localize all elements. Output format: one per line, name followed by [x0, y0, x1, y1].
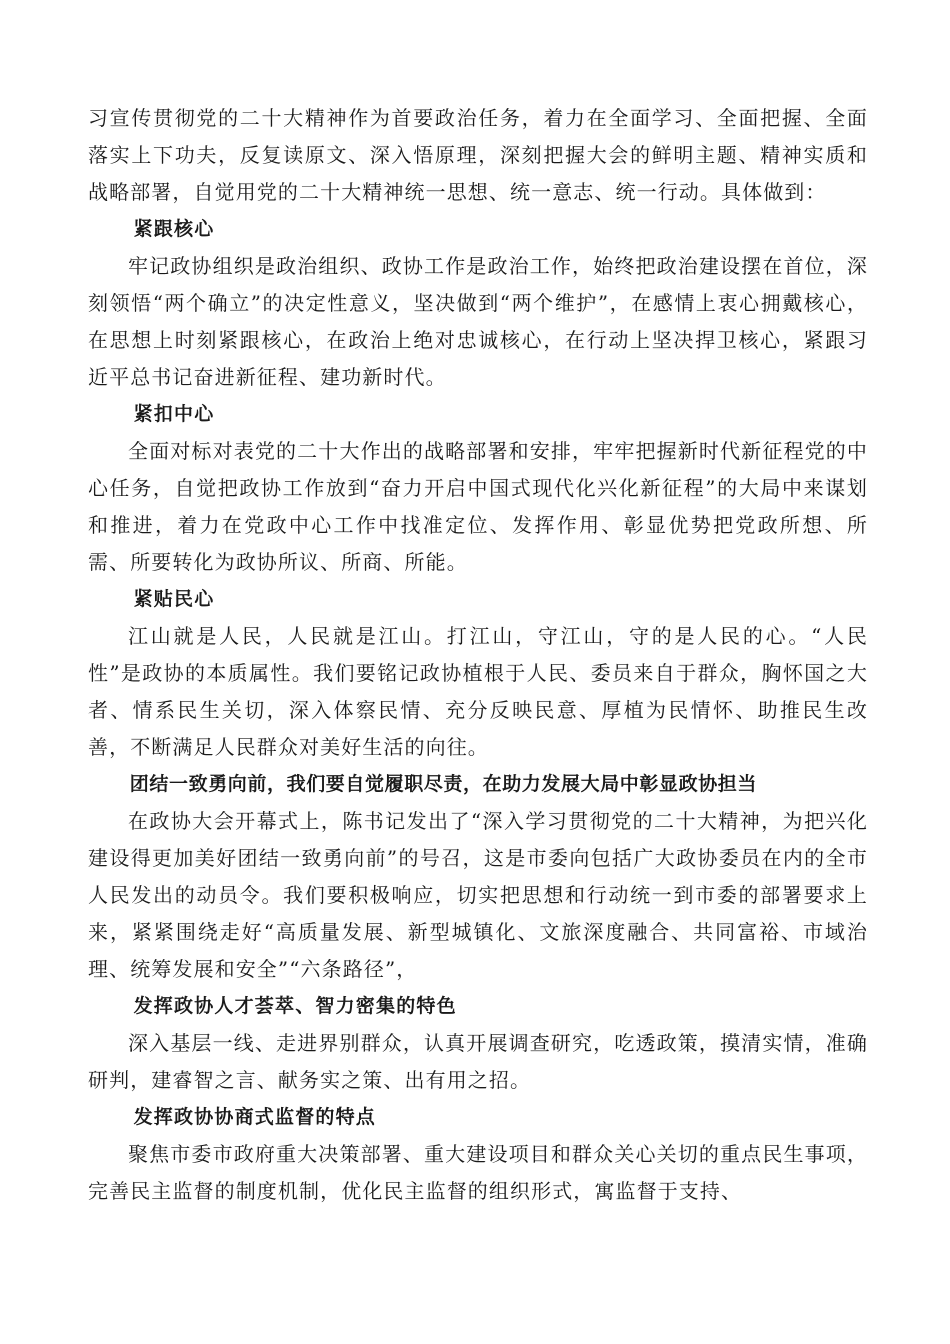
heading-focus-center: 紧扣中心: [133, 403, 215, 425]
paragraph-unite-forward: 在政协大会开幕式上，陈书记发出了“深入学习贯彻党的二十大精神，为把兴化建设得更加美好团结一致勇向前”的号召，这是市委向包括广大政协委员在内的全市人民发出的动员令。我们要积极响应，切实把思想和行动统一到市委的部署要求上来，紧紧围绕走好“高质量发展、新型城镇化、文旅深度融合、共同富裕、市域治理、统筹发展和安全”“六条路径”，: [88, 809, 868, 981]
section-heading-unite-forward: 团结一致勇向前，我们要自觉履职尽责，在助力发展大局中彰显政协担当: [129, 773, 757, 795]
heading-supervision-feature: 发挥政协协商式监督的特点: [133, 1106, 376, 1128]
paragraph-focus-center: 全面对标对表党的二十大作出的战略部署和安排，牢牢把握新时代新征程党的中心任务，自觉把政协工作放到“奋力开启中国式现代化兴化新征程”的大局中来谋划和推进，着力在党政中心工作中找准定位、发挥作用、彰显优势把党政所想、所需、所要转化为政协所议、所商、所能。: [88, 439, 868, 574]
heading-close-to-people: 紧贴民心: [133, 588, 215, 610]
paragraph-intro: 习宣传贯彻党的二十大精神作为首要政治任务，着力在全面学习、全面把握、全面落实上下功夫，反复读原文、深入悟原理，深刻把握大会的鲜明主题、精神实质和战略部署，自觉用党的二十大精神统一思想、统一意志、统一行动。具体做到：: [88, 106, 868, 204]
document-page: [88, 100, 868, 1210]
paragraph-follow-core: 牢记政协组织是政治组织、政协工作是政治工作，始终把政治建设摆在首位，深刻领悟“两个确立”的决定性意义，坚决做到“两个维护”，在感情上衷心拥戴核心，在思想上时刻紧跟核心，在政治上绝对忠诚核心，在行动上坚决捍卫核心，紧跟习近平总书记奋进新征程、建功新时代。: [88, 254, 868, 389]
paragraph-talent-feature: 深入基层一线、走进界别群众，认真开展调查研究，吃透政策，摸清实情，准确研判，建睿智之言、献务实之策、出有用之招。: [88, 1031, 868, 1092]
paragraph-close-to-people: 江山就是人民，人民就是江山。打江山，守江山，守的是人民的心。“人民性”是政协的本质属性。我们要铭记政协植根于人民、委员来自于群众，胸怀国之大者、情系民生关切，深入体察民情、充分反映民意、厚植为民情怀、助推民生改善，不断满足人民群众对美好生活的向往。: [88, 624, 868, 759]
paragraph-supervision-feature: 聚焦市委市政府重大决策部署、重大建设项目和群众关心关切的重点民生事项，完善民主监督的制度机制，优化民主监督的组织形式，寓监督于支持、: [88, 1142, 868, 1203]
heading-follow-core: 紧跟核心: [133, 218, 215, 240]
heading-talent-feature: 发挥政协人才荟萃、智力密集的特色: [133, 995, 457, 1017]
